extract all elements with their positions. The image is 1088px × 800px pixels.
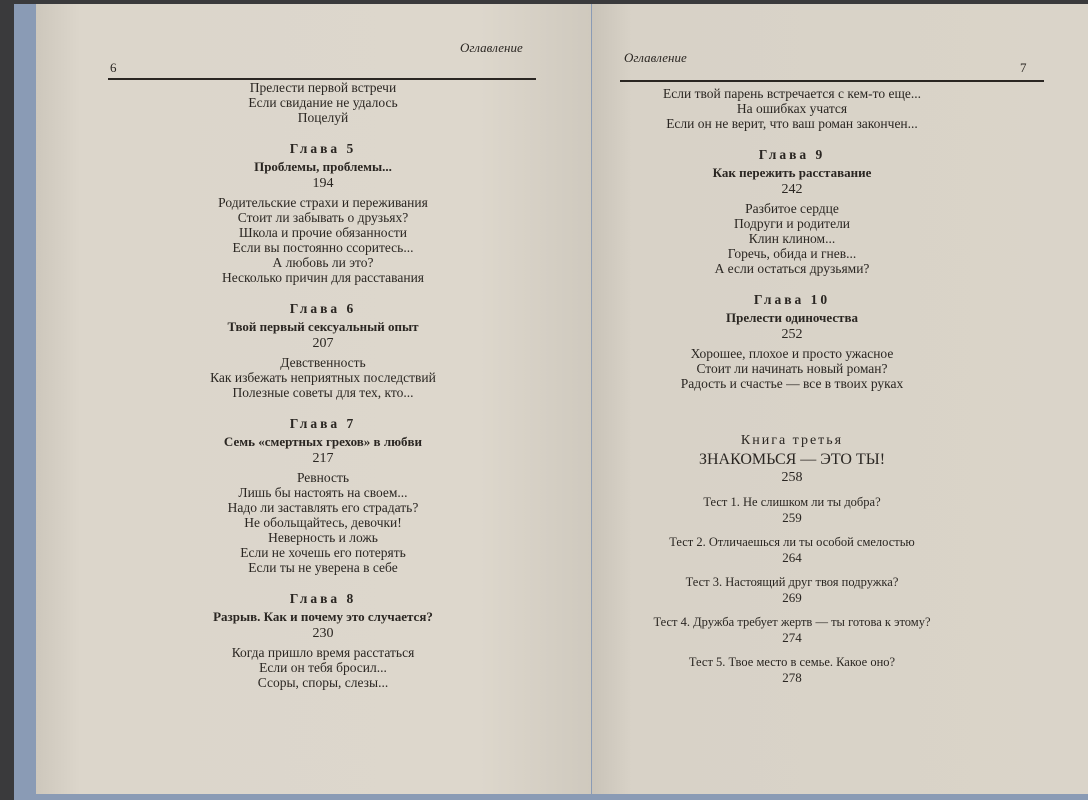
toc-item: Стоит ли начинать новый роман? xyxy=(696,361,888,376)
chapter-label: Глава 8 xyxy=(289,591,357,606)
book-page: 258 xyxy=(781,470,803,485)
toc-column xyxy=(128,80,518,690)
toc-item: Если он тебя бросил... xyxy=(259,660,387,675)
toc-item: Неверность и ложь xyxy=(268,530,378,545)
toc-item: Родительские страхи и переживания xyxy=(218,195,428,210)
toc-item: Надо ли заставлять его страдать? xyxy=(227,500,419,515)
chapter-title: Проблемы, проблемы... xyxy=(254,159,392,174)
test-page: 274 xyxy=(782,630,802,645)
toc-item: Разбитое сердце xyxy=(745,201,839,216)
chapter-label: Глава 6 xyxy=(289,301,357,316)
test-page: 259 xyxy=(782,510,802,525)
toc-item: Школа и прочие обязанности xyxy=(239,225,407,240)
right-page xyxy=(592,4,1088,794)
test-title: Тест 3. Настоящий друг твоя подружка? xyxy=(685,575,899,589)
toc-item: Если он не верит, что ваш роман закончен... xyxy=(666,116,918,131)
toc-item: На ошибках учатся xyxy=(736,101,848,116)
toc-item: Поцелуй xyxy=(297,110,349,125)
toc-item: А если остаться друзьями? xyxy=(714,261,870,276)
page-number: 6 xyxy=(110,60,117,75)
test-title: Тест 4. Дружба требует жертв — ты готова к этому? xyxy=(653,615,931,629)
chapter-title: Прелести одиночества xyxy=(725,310,858,325)
chapter-label: Глава 7 xyxy=(289,416,357,431)
chapter-page: 242 xyxy=(781,182,803,197)
test-page: 264 xyxy=(782,550,802,565)
page-number: 7 xyxy=(1020,60,1027,75)
toc-item: Подруги и родители xyxy=(733,216,851,231)
toc-item: Полезные советы для тех, кто... xyxy=(232,385,414,400)
chapter-label: Глава 5 xyxy=(289,141,357,156)
book-spread xyxy=(14,4,1088,800)
test-title: Тест 1. Не слишком ли ты добра? xyxy=(703,495,881,509)
header-rule xyxy=(620,80,1044,82)
toc-item: Стоит ли забывать о друзьях? xyxy=(237,210,409,225)
toc-item: Девственность xyxy=(280,355,366,370)
book-title: ЗНАКОМЬСЯ — ЭТО ТЫ! xyxy=(698,451,886,468)
chapter-page: 252 xyxy=(781,327,803,342)
toc-item: Прелести первой встречи xyxy=(249,80,397,95)
chapter-page: 194 xyxy=(312,176,334,191)
chapter-title: Разрыв. Как и почему это случается? xyxy=(213,609,433,624)
toc-item: Хорошее, плохое и просто ужасное xyxy=(690,346,894,361)
book-label: Книга третья xyxy=(740,433,844,448)
toc-item: Горечь, обида и гнев... xyxy=(727,246,857,261)
chapter-page: 217 xyxy=(312,451,334,466)
toc-column xyxy=(612,86,972,695)
chapter-label: Глава 9 xyxy=(758,147,826,162)
toc-item: Когда пришло время расстаться xyxy=(231,645,415,660)
toc-item: Ревность xyxy=(296,470,350,485)
toc-item: Лишь бы настоять на своем... xyxy=(238,485,408,500)
toc-item: Несколько причин для расставания xyxy=(221,270,425,285)
running-head: Оглавление xyxy=(624,50,687,65)
chapter-page: 207 xyxy=(312,336,334,351)
toc-item: Радость и счастье — все в твоих руках xyxy=(680,376,904,391)
toc-item: Если твой парень встречается с кем-то еще... xyxy=(663,86,921,101)
toc-item: Как избежать неприятных последствий xyxy=(210,370,436,385)
test-title: Тест 2. Отличаешься ли ты особой смелостью xyxy=(669,535,915,549)
chapter-title: Как пережить расставание xyxy=(712,165,872,180)
test-title: Тест 5. Твое место в семье. Какое оно? xyxy=(688,655,896,669)
chapter-page: 230 xyxy=(312,626,334,641)
toc-item: Клин клином... xyxy=(748,231,836,246)
toc-item: Если ты не уверена в себе xyxy=(248,560,398,575)
toc-item: Если свидание не удалось xyxy=(248,95,398,110)
chapter-title: Семь «смертных грехов» в любви xyxy=(223,434,423,449)
toc-item: А любовь ли это? xyxy=(272,255,374,270)
running-head: Оглавление xyxy=(460,40,523,55)
toc-item: Ссоры, споры, слезы... xyxy=(257,675,389,690)
chapter-title: Твой первый сексуальный опыт xyxy=(227,319,419,334)
toc-item: Если не хочешь его потерять xyxy=(240,545,406,560)
toc-item: Если вы постоянно ссоритесь... xyxy=(232,240,414,255)
chapter-label: Глава 10 xyxy=(753,292,831,307)
test-page: 269 xyxy=(782,590,802,605)
test-page: 278 xyxy=(782,670,802,685)
toc-item: Не обольщайтесь, девочки! xyxy=(244,515,402,530)
left-page xyxy=(36,4,591,794)
